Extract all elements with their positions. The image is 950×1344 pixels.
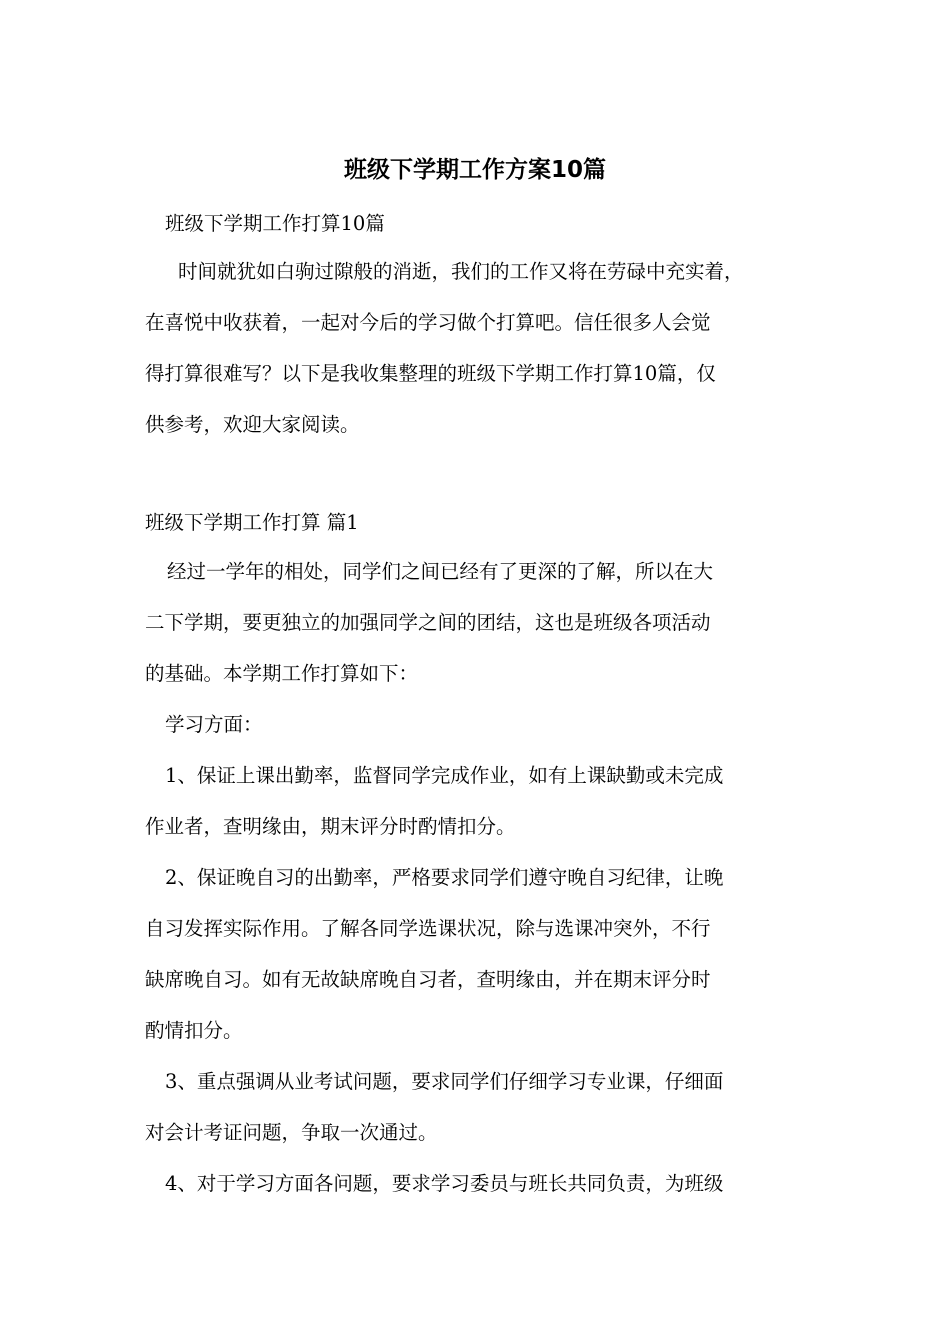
section-line-8: 自习发挥实际作用。了解各同学选课状况，除与选课冲突外，不行 [145, 917, 711, 940]
intro-line-1: 时间就犹如白驹过隙般的消逝，我们的工作又将在劳碌中充实着， [178, 260, 744, 283]
section-line-12: 对会计考证问题，争取一次通过。 [145, 1121, 438, 1144]
section-line-6: 作业者，查明缘由，期末评分时酌情扣分。 [145, 815, 516, 838]
intro-paragraph [145, 246, 815, 450]
section-line-11: 3、重点强调从业考试问题，要求同学们仔细学习专业课，仔细面 [165, 1070, 724, 1093]
section-body [145, 546, 815, 1209]
section-line-5: 1、保证上课出勤率，监督同学完成作业，如有上课缺勤或未完成 [165, 764, 724, 787]
intro-line-3: 得打算很难写？以下是我收集整理的班级下学期工作打算10篇，仅 [145, 362, 716, 385]
section-line-9: 缺席晚自习。如有无故缺席晚自习者，查明缘由，并在期末评分时 [145, 968, 711, 991]
intro-line-2: 在喜悦中收获着，一起对今后的学习做个打算吧。信任很多人会觉 [145, 311, 711, 334]
section-line-7: 2、保证晚自习的出勤率，严格要求同学们遵守晚自习纪律，让晚 [165, 866, 724, 889]
section-line-13: 4、对于学习方面各问题，要求学习委员与班长共同负责，为班级 [165, 1172, 724, 1195]
document-title: 班级下学期工作方案10篇 [343, 157, 606, 183]
section-line-4: 学习方面： [165, 713, 263, 736]
section-line-2: 二下学期，要更独立的加强同学之间的团结，这也是班级各项活动 [145, 611, 711, 634]
section-line-10: 酌情扣分。 [145, 1019, 243, 1042]
section-line-3: 的基础。本学期工作打算如下： [145, 662, 419, 685]
section-heading: 班级下学期工作打算 篇1 [145, 511, 359, 534]
document-subtitle: 班级下学期工作打算10篇 [165, 212, 385, 235]
intro-line-4: 供参考，欢迎大家阅读。 [145, 413, 360, 436]
section-line-1: 经过一学年的相处，同学们之间已经有了更深的了解，所以在大 [167, 560, 714, 583]
